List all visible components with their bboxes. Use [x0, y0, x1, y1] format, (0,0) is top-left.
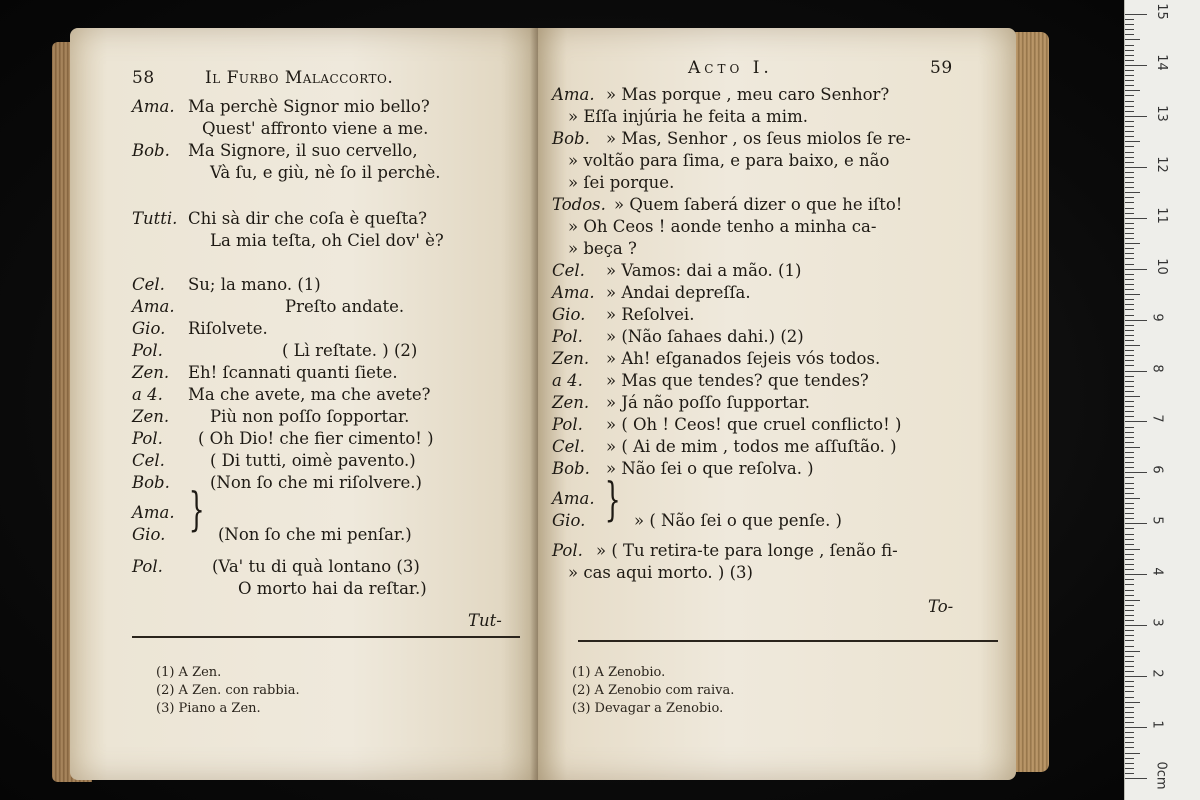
ruler-tick: [1125, 365, 1134, 366]
ruler-tick: [1125, 768, 1134, 769]
ruler-tick: [1125, 763, 1134, 764]
ruler-label: 8: [1149, 363, 1165, 373]
footnote: (2) A Zenobio com raiva.: [572, 683, 735, 698]
ruler-tick: [1125, 258, 1134, 259]
ruler-tick: [1125, 218, 1147, 219]
ruler-tick: [1125, 360, 1134, 361]
ruler-tick: [1125, 294, 1140, 295]
ruler-label: 5: [1149, 516, 1165, 525]
ruler-tick: [1125, 615, 1134, 616]
ruler-tick: [1125, 299, 1134, 300]
ruler-tick: [1125, 14, 1147, 15]
ruler-tick: [1125, 498, 1140, 499]
ruler-label: 14: [1153, 54, 1169, 71]
ruler-tick: [1125, 284, 1134, 285]
ruler-tick: [1125, 732, 1134, 733]
ruler-tick: [1125, 187, 1134, 188]
ruler-tick: [1125, 39, 1140, 40]
ruler-tick: [1125, 396, 1140, 397]
ruler-tick: [1125, 197, 1134, 198]
ruler-label: 6: [1149, 465, 1165, 475]
ruler-tick: [1125, 747, 1134, 748]
ruler-tick: [1125, 539, 1134, 540]
ruler-label: 13: [1153, 105, 1169, 122]
ruler-tick: [1125, 717, 1134, 718]
ruler-tick: [1125, 141, 1140, 142]
ruler-tick: [1125, 467, 1134, 468]
ruler-tick: [1125, 691, 1134, 692]
footnote: (3) Piano a Zen.: [156, 701, 261, 716]
ruler-tick: [1125, 29, 1134, 30]
ruler-tick: [1125, 462, 1134, 463]
brace-left: }: [188, 482, 205, 536]
ruler-tick: [1125, 126, 1134, 127]
ruler-tick: [1125, 355, 1134, 356]
ruler-tick: [1125, 635, 1134, 636]
ruler-tick: [1125, 274, 1134, 275]
footnote-rule-left: [132, 636, 520, 638]
ruler-tick: [1125, 605, 1134, 606]
ruler-tick: [1125, 676, 1147, 677]
ruler-tick: [1125, 646, 1134, 647]
ruler-tick: [1125, 584, 1134, 585]
ruler-tick: [1125, 513, 1134, 514]
running-title-right: Acto I.: [688, 58, 773, 78]
ruler-tick: [1125, 753, 1140, 754]
ruler-tick: [1125, 315, 1134, 316]
ruler-tick: [1125, 85, 1134, 86]
ruler-tick: [1125, 340, 1134, 341]
ruler-tick: [1125, 503, 1134, 504]
ruler-tick: [1125, 289, 1134, 290]
ruler-tick: [1125, 610, 1134, 611]
ruler-tick: [1125, 620, 1134, 621]
ruler-tick: [1125, 432, 1134, 433]
ruler-tick: [1125, 528, 1134, 529]
ruler-label: 12: [1153, 156, 1169, 173]
ruler-label: 15: [1153, 3, 1169, 20]
page-number-right: 59: [930, 58, 953, 78]
ruler-tick: [1125, 518, 1134, 519]
ruler-tick: [1125, 335, 1134, 336]
ruler-tick: [1125, 162, 1134, 163]
ruler-tick: [1125, 167, 1147, 168]
ruler-label: 0cm: [1153, 761, 1169, 790]
ruler-tick: [1125, 493, 1134, 494]
ruler-tick: [1125, 630, 1134, 631]
ruler-tick: [1125, 24, 1134, 25]
ruler-tick: [1125, 320, 1147, 321]
ruler-tick: [1125, 472, 1147, 473]
ruler-tick: [1125, 157, 1134, 158]
ruler-tick: [1125, 742, 1134, 743]
ruler-tick: [1125, 559, 1134, 560]
ruler-tick: [1125, 121, 1134, 122]
ruler-tick: [1125, 574, 1147, 575]
ruler-tick: [1125, 177, 1134, 178]
ruler-tick: [1125, 442, 1134, 443]
footnote-rule-right: [578, 640, 998, 642]
ruler-tick: [1125, 681, 1134, 682]
catchword-left: Tut-: [468, 611, 502, 630]
ruler-label: 3: [1149, 618, 1165, 627]
ruler-tick: [1125, 34, 1134, 35]
catchword-right: To-: [928, 597, 954, 616]
ruler-tick: [1125, 411, 1134, 412]
ruler-tick: [1125, 90, 1140, 91]
ruler-tick: [1125, 172, 1134, 173]
ruler-tick: [1125, 656, 1134, 657]
ruler-tick: [1125, 50, 1134, 51]
ruler-tick: [1125, 111, 1134, 112]
ruler-tick: [1125, 55, 1134, 56]
ruler-tick: [1125, 238, 1134, 239]
ruler-tick: [1125, 427, 1134, 428]
open-book: [52, 22, 1052, 784]
ruler-tick: [1125, 253, 1134, 254]
ruler-tick: [1125, 208, 1134, 209]
ruler-tick: [1125, 421, 1147, 422]
ruler-tick: [1125, 19, 1134, 20]
footnote: (3) Devagar a Zenobio.: [572, 701, 724, 716]
ruler-tick: [1125, 737, 1134, 738]
ruler-label: 9: [1149, 312, 1165, 322]
ruler-tick: [1125, 233, 1134, 234]
footnote: (1) A Zenobio.: [572, 665, 666, 680]
ruler-tick: [1125, 391, 1134, 392]
ruler-tick: [1125, 95, 1134, 96]
ruler-tick: [1125, 508, 1134, 509]
ruler-label: 10: [1153, 257, 1169, 275]
ruler-tick: [1125, 406, 1134, 407]
ruler-tick: [1125, 264, 1134, 265]
ruler-tick: [1125, 152, 1134, 153]
ruler-tick: [1125, 116, 1147, 117]
ruler-tick: [1125, 702, 1140, 703]
ruler-tick: [1125, 65, 1147, 66]
ruler-tick: [1125, 70, 1134, 71]
ruler-tick: [1125, 228, 1134, 229]
ruler-tick: [1125, 488, 1134, 489]
ruler-tick: [1125, 447, 1140, 448]
ruler-tick: [1125, 600, 1140, 601]
ruler-tick: [1125, 452, 1134, 453]
ruler-tick: [1125, 386, 1134, 387]
ruler-tick: [1125, 182, 1134, 183]
ruler-tick: [1125, 671, 1134, 672]
ruler-tick: [1125, 330, 1134, 331]
ruler-tick: [1125, 773, 1134, 774]
ruler-tick: [1125, 554, 1134, 555]
ruler-tick: [1125, 243, 1140, 244]
ruler-tick: [1125, 595, 1134, 596]
ruler-tick: [1125, 80, 1134, 81]
ruler-tick: [1125, 712, 1134, 713]
ruler-tick: [1125, 477, 1134, 478]
ruler-tick: [1125, 309, 1134, 310]
ruler-label: 7: [1149, 414, 1165, 424]
ruler-tick: [1125, 549, 1140, 550]
right-page: Acto I. 59 Ama. » Mas porque , meu caro Senhor? » Eſſa injúria he feita a mim. Bob. » Mas, Senhor , os ſeus miolos ſe re- » voltão para ſima, e para baixo, e não » ſei porque. Todos. » Quem ſaberá dizer o que he iſto! » Oh Ceos ! aonde tenho a minha ca- » beça ? Cel. » Vamos: dai a mão. (1) Ama. » Andai depreſſa. Gio. » Reſolvei. Pol. » (Não ſahaes dahi.) (2) Zen. » Ah! eſganados ſejeis vós todos. a 4. » Mas que tendes? que tendes? Zen. » Já não poſſo ſupportar. Pol. » ( Oh ! Ceos! que cruel conflicto! ) Cel. » ( Ai de mim , todos me aſſuſtão. ) Bob. » Não ſei o que reſolva. ) Ama. Gio. » ( Não ſei o que penſe. ) } Pol. » ( Tu retira-te para longe , ſenão fi- » cas aqui morto. ) (3) To- (1) A Zenobio. (2) A Zenobio com raiva. (3) Devagar a Zenobio.: [538, 28, 1016, 780]
ruler-tick: [1125, 248, 1134, 249]
ruler-tick: [1125, 146, 1134, 147]
ruler-tick: [1125, 661, 1134, 662]
ruler-tick: [1125, 106, 1134, 107]
ruler-tick: [1125, 223, 1134, 224]
page-number-left: 58: [132, 68, 155, 88]
ruler-tick: [1125, 381, 1134, 382]
ruler-tick: [1125, 371, 1147, 372]
ruler-label: 11: [1153, 206, 1169, 224]
ruler-tick: [1125, 523, 1147, 524]
ruler-tick: [1125, 707, 1134, 708]
ruler-tick: [1125, 437, 1134, 438]
ruler-tick: [1125, 269, 1147, 270]
ruler-tick: [1125, 625, 1147, 626]
ruler-tick: [1125, 564, 1134, 565]
ruler-tick: [1125, 579, 1134, 580]
footnote: (1) A Zen.: [156, 665, 222, 680]
ruler-tick: [1125, 778, 1147, 779]
ruler-tick: [1125, 569, 1134, 570]
ruler-tick: [1125, 345, 1140, 346]
ruler-tick: [1125, 666, 1134, 667]
ruler-tick: [1125, 45, 1134, 46]
ruler-tick: [1125, 350, 1134, 351]
ruler-tick: [1125, 590, 1134, 591]
ruler-tick: [1125, 697, 1134, 698]
ruler-tick: [1125, 534, 1134, 535]
ruler-tick: [1125, 544, 1134, 545]
ruler-tick: [1125, 202, 1134, 203]
ruler-tick: [1125, 101, 1134, 102]
ruler-label: 4: [1149, 567, 1165, 576]
ruler-tick: [1125, 192, 1140, 193]
ruler-tick: [1125, 60, 1134, 61]
running-title-left: Il Furbo Malaccorto.: [205, 68, 394, 88]
ruler-label: 1: [1149, 720, 1165, 729]
ruler-tick: [1125, 401, 1134, 402]
ruler-tick: [1125, 131, 1134, 132]
ruler-tick: [1125, 304, 1134, 305]
left-page: 58 Il Furbo Malaccorto. Ama. Ma perchè Signor mio bello? Quest' affronto viene a me. Bob. Ma Signore, il suo cervello, Và ſu, e giù, nè ſo il perchè. Tutti. Chi sà dir che coſa è queſta? La mia teſta, oh Ciel dov' è? Cel. Su; la mano. (1) Ama. Preſto andate. Gio. Riſolvete. Pol. ( Lì reſtate. ) (2) Zen. Eh! ſcannati quanti ſiete. a 4. Ma che avete, ma che avete? Zen. Più non poſſo ſopportar. Pol. ( Oh Dio! che fier cimento! ) Cel. ( Di tutti, oimè pavento.) Bob. (Non ſo che mi riſolvere.) Ama. Gio. (Non ſo che mi penſar.) } Pol. (Va' tu di quà lontano (3) O morto hai da reſtar.) Tut- (1) A Zen. (2) A Zen. con rabbia. (3) Piano a Zen.: [70, 28, 538, 780]
ruler-tick: [1125, 376, 1134, 377]
ruler-tick: [1125, 457, 1134, 458]
ruler-tick: [1125, 758, 1134, 759]
ruler-label: 2: [1149, 669, 1165, 678]
ruler-tick: [1125, 640, 1134, 641]
footnote: (2) A Zen. con rabbia.: [156, 683, 300, 698]
ruler-tick: [1125, 651, 1140, 652]
ruler-tick: [1125, 325, 1134, 326]
ruler-tick: [1125, 722, 1134, 723]
ruler-tick: [1125, 75, 1134, 76]
ruler-tick: [1125, 727, 1147, 728]
ruler-tick: [1125, 686, 1134, 687]
ruler-tick: [1125, 213, 1134, 214]
ruler-tick: [1125, 483, 1134, 484]
brace-right: }: [604, 472, 621, 526]
measuring-ruler: [1124, 0, 1200, 800]
ruler-tick: [1125, 279, 1134, 280]
ruler-tick: [1125, 416, 1134, 417]
ruler-tick: [1125, 136, 1134, 137]
